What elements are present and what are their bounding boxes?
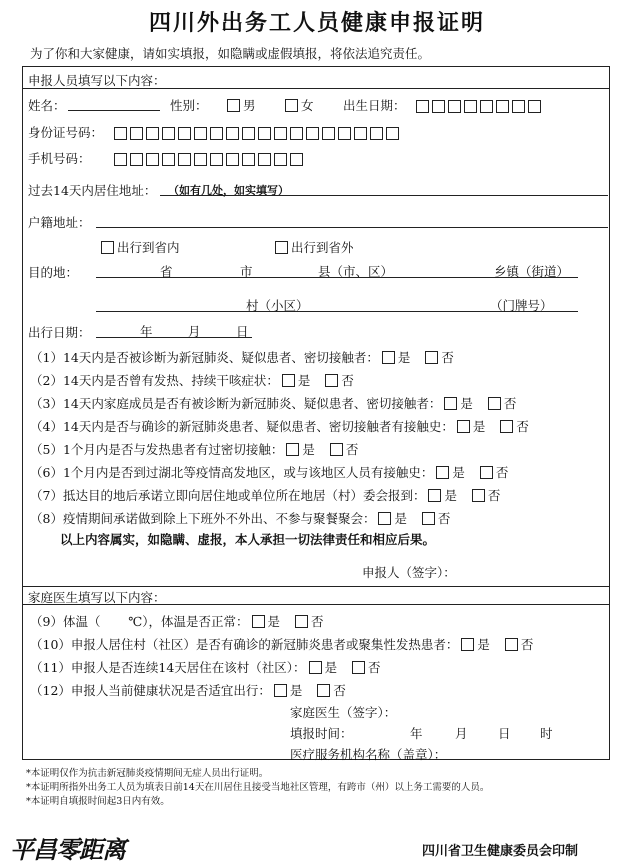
q5-no-checkbox[interactable] — [330, 443, 343, 456]
within-province-checkbox[interactable] — [101, 241, 114, 254]
question-11: （11）申报人是否连续14天居住在该村（社区）： 是 否 — [30, 660, 381, 675]
departure-date-input[interactable] — [96, 337, 252, 338]
female-checkbox[interactable] — [285, 99, 298, 112]
q3-yes-checkbox[interactable] — [444, 397, 457, 410]
male-checkbox[interactable] — [227, 99, 240, 112]
destination-label: 目的地： — [28, 265, 79, 280]
county-label: 县（市、区） — [318, 264, 394, 279]
section1-header: 申报人员填写以下内容： — [28, 73, 166, 88]
gender-label: 性别： — [170, 98, 208, 113]
q10-yes-checkbox[interactable] — [461, 638, 474, 651]
applicant-signature-label: 申报人（签字）： — [362, 565, 456, 580]
q1-yes-checkbox[interactable] — [382, 351, 395, 364]
question-8: （8）疫情期间承诺做到除上下班外不外出、不参与聚餐聚会： 是 否 — [30, 511, 451, 526]
q5-yes-checkbox[interactable] — [286, 443, 299, 456]
question-7: （7）抵达目的地后承诺立即向居住地或单位所在地居（村）委会报到： 是 否 — [30, 488, 501, 503]
birth-date-boxes[interactable] — [416, 96, 544, 115]
departure-day: 日 — [236, 324, 249, 339]
q9-no-checkbox[interactable] — [295, 615, 308, 628]
q2-no-checkbox[interactable] — [325, 374, 338, 387]
phone-label: 手机号码： — [28, 151, 91, 166]
outside-province-checkbox[interactable] — [275, 241, 288, 254]
q1-no-checkbox[interactable] — [425, 351, 438, 364]
q2-yes-checkbox[interactable] — [282, 374, 295, 387]
institution-label: 医疗服务机构名称（盖章）： — [290, 747, 447, 762]
q3-no-checkbox[interactable] — [488, 397, 501, 410]
within-province-label: 出行到省内 — [117, 240, 180, 255]
doctor-signature-label: 家庭医生（签字）： — [290, 705, 397, 720]
footnote-1: *本证明仅作为抗击新冠肺炎疫情期间无症人员出行证明。 — [26, 768, 269, 779]
phone-boxes[interactable] — [114, 149, 306, 168]
household-label: 户籍地址： — [28, 215, 91, 230]
question-6: （6）1个月内是否到过湖北等疫情高发地区，或与该地区人员有接触史： 是 否 — [30, 465, 509, 480]
fill-hour: 时 — [540, 726, 553, 741]
residence-hint: （如有几处，如实填写） — [168, 184, 289, 197]
question-5: （5）1个月内是否与发热患者有过密切接触： 是 否 — [30, 442, 359, 457]
q7-yes-checkbox[interactable] — [428, 489, 441, 502]
footnote-2: *本证明所指外出务工人员为填表日前14天在川居住且接受当地社区管理，有跨市（州）以上务工需要的人员。 — [26, 782, 490, 793]
q8-no-checkbox[interactable] — [422, 512, 435, 525]
q4-no-checkbox[interactable] — [500, 420, 513, 433]
village-label: 村（小区） — [246, 298, 309, 313]
fill-day: 日 — [498, 726, 511, 741]
watermark-logo: 平昌零距离 — [10, 836, 125, 864]
q9-yes-checkbox[interactable] — [252, 615, 265, 628]
question-3: （3）14天内家庭成员是否有被诊断为新冠肺炎、疑似患者、密切接触者： 是 否 — [30, 396, 517, 411]
q6-yes-checkbox[interactable] — [436, 466, 449, 479]
departure-month: 月 — [188, 324, 201, 339]
q12-yes-checkbox[interactable] — [274, 684, 287, 697]
birth-date-label: 出生日期： — [343, 98, 406, 113]
q8-yes-checkbox[interactable] — [378, 512, 391, 525]
footnote-3: *本证明自填报时间起3日内有效。 — [26, 796, 170, 807]
declaration: 以上内容属实，如隐瞒、虚报，本人承担一切法律责任和相应后果。 — [60, 532, 436, 547]
outside-province-label: 出行到省外 — [291, 240, 354, 255]
door-number-label: （门牌号） — [490, 298, 553, 313]
residence-input[interactable] — [160, 195, 608, 196]
form-frame — [22, 66, 610, 760]
name-label: 姓名： — [28, 98, 66, 113]
town-label: 乡镇（街道） — [494, 264, 570, 279]
q12-no-checkbox[interactable] — [317, 684, 330, 697]
fill-year: 年 — [410, 726, 423, 741]
id-number-label: 身份证号码： — [28, 125, 104, 140]
id-number-boxes[interactable] — [114, 123, 402, 142]
male-label: 男 — [243, 98, 256, 113]
question-1: （1）14天内是否被诊断为新冠肺炎、疑似患者、密切接触者： 是 否 — [30, 350, 454, 365]
province-label: 省 — [160, 264, 173, 279]
name-input[interactable] — [68, 110, 160, 111]
city-label: 市 — [240, 264, 253, 279]
q11-no-checkbox[interactable] — [352, 661, 365, 674]
page-title: 四川外出务工人员健康申报证明 — [148, 11, 485, 36]
question-9: （9）体温（ ℃），体温是否正常： 是 否 — [30, 614, 324, 629]
printer-credit: 四川省卫生健康委员会印制 — [421, 844, 578, 859]
question-12: （12）申报人当前健康状况是否适宜出行： 是 否 — [30, 683, 346, 698]
household-input[interactable] — [96, 227, 608, 228]
fill-time-label: 填报时间： — [290, 726, 353, 741]
q4-yes-checkbox[interactable] — [457, 420, 470, 433]
fill-month: 月 — [455, 726, 468, 741]
question-10: （10）申报人居住村（社区）是否有确诊的新冠肺炎患者或聚集性发热患者： 是 否 — [30, 637, 534, 652]
section-divider — [22, 586, 610, 587]
departure-date-label: 出行日期： — [28, 325, 91, 340]
q11-yes-checkbox[interactable] — [309, 661, 322, 674]
section2-header: 家庭医生填写以下内容： — [28, 590, 166, 605]
q10-no-checkbox[interactable] — [505, 638, 518, 651]
question-2: （2）14天内是否曾有发热、持续干咳症状： 是 否 — [30, 373, 354, 388]
q6-no-checkbox[interactable] — [480, 466, 493, 479]
q7-no-checkbox[interactable] — [472, 489, 485, 502]
residence-label: 过去14天内居住地址： — [28, 183, 157, 198]
question-4: （4）14天内是否与确诊的新冠肺炎患者、疑似患者、密切接触者有接触史： 是 否 — [30, 419, 529, 434]
female-label: 女 — [301, 98, 314, 113]
notice-text: 为了你和大家健康，请如实填报，如隐瞒或虚假填报，将依法追究责任。 — [30, 46, 431, 61]
departure-year: 年 — [140, 324, 153, 339]
